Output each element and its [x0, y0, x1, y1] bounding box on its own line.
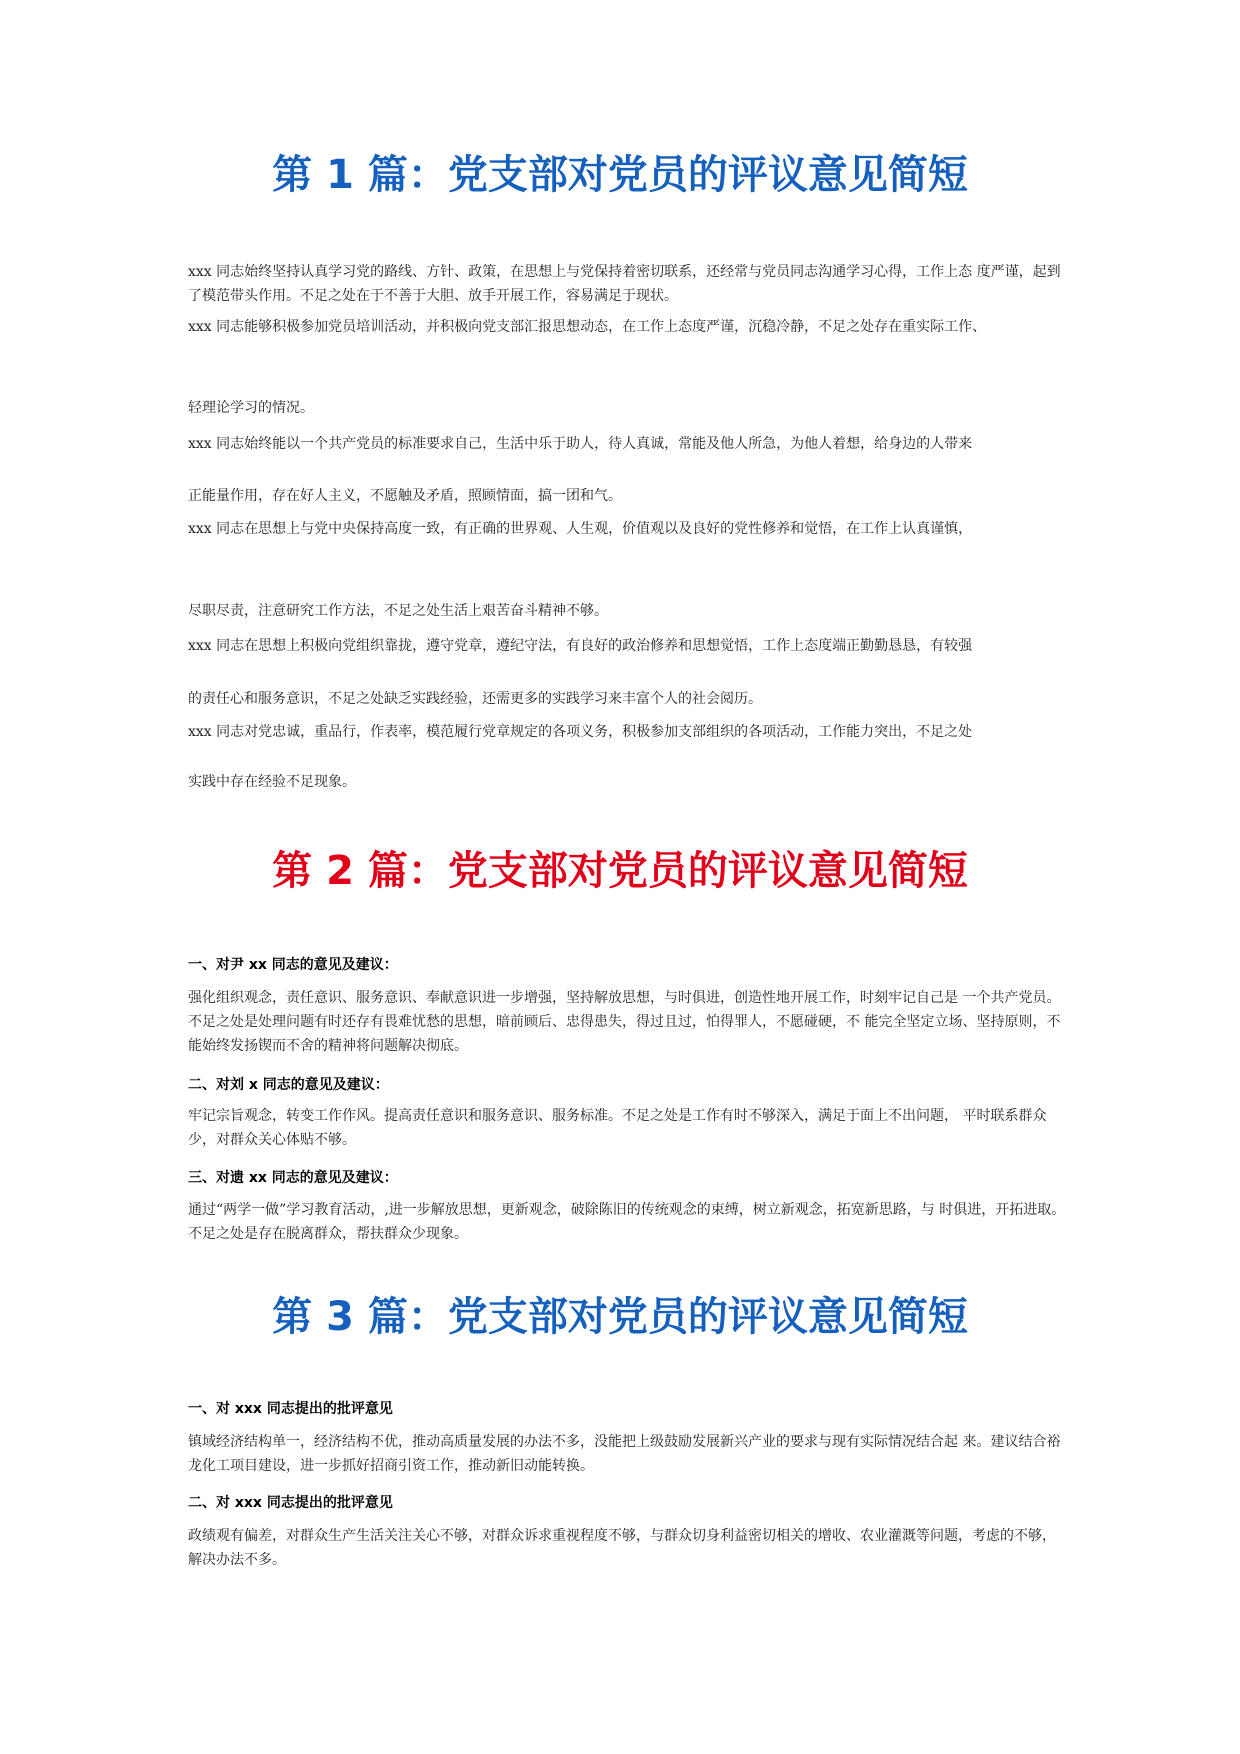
section-3-item-text: 政绩观有偏差，对群众生产生活关注关心不够，对群众诉求重视程度不够，与群众切身利益密切相关的增收、农业灌溉等问题，考虑的不够，解决办法不多。 — [188, 1528, 1056, 1568]
section-2-item-heading: 二、对刘 x 同志的意见及建议： — [188, 1077, 389, 1093]
section-1-paragraph: xxx 同志始终能以一个共产党员的标准要求自己，生活中乐于助人，待人真诚，常能及他人所急，为他人着想，给身边的人带来 — [188, 436, 973, 452]
section-3-item-text: 镇域经济结构单一，经济结构不优，推动高质量发展的办法不多，没能把上级鼓励发展新兴产业的要求与现有实际情况结合起 来。建议结合裕龙化工项目建设，进一步抓好招商引资工作，推动新旧动能转换。 — [188, 1434, 1061, 1474]
section-1-paragraph: xxx 同志始终坚持认真学习党的路线、方针、政策，在思想上与党保持着密切联系，还经常与党员同志沟通学习心得，工作上态 度严谨，起到了模范带头作用。不足之处在于不善于大胆、放手开展工作，容易满足于现状。 — [188, 264, 1061, 304]
section-2-title: 第 2 篇：党支部对党员的评议意见简短 — [272, 848, 968, 894]
section-2-item-heading: 三、对遗 xx 同志的意见及建议： — [188, 1170, 398, 1186]
section-1-paragraph: 尽职尽责，注意研究工作方法，不足之处生活上艰苦奋斗精神不够。 — [188, 603, 608, 619]
section-3-item-heading: 二、对 xxx 同志提出的批评意见 — [188, 1495, 393, 1511]
section-1-paragraph: xxx 同志能够积极参加党员培训活动，并积极向党支部汇报思想动态，在工作上态度严谨，沉稳冷静，不足之处存在重实际工作、 — [188, 319, 987, 335]
section-1-paragraph: 的责任心和服务意识，不足之处缺乏实践经验，还需更多的实践学习来丰富个人的社会阅历。 — [188, 691, 762, 707]
section-1-paragraph: xxx 同志在思想上积极向党组织靠拢，遵守党章，遵纪守法，有良好的政治修养和思想觉悟，工作上态度端正勤勤恳恳，有较强 — [188, 638, 973, 654]
section-2-item-text: 强化组织观念，责任意识、服务意识、奉献意识进一步增强，坚持解放思想，与时俱进，创造性地开展工作，时刻牢记自己是 一个共产党员。不足之处是处理问题有时还存有畏难忧愁的思想，暗前顾后、忠得患失，得过且过，怕得罪人，不愿碰硬，不 能完全坚定立场、坚持原则，不能始终发扬锲而不舍的精神将问题解决彻底。 — [188, 990, 1061, 1054]
section-2-item-text: 牢记宗旨观念，转变工作作风。提高责任意识和服务意识、服务标准。不足之处是工作有时不够深入，满足于面上不出问题， 平时联系群众少，对群众关心体贴不够。 — [188, 1108, 1047, 1148]
section-1-paragraph: 实践中存在经验不足现象。 — [188, 774, 356, 790]
section-2-item-heading: 一、对尹 xx 同志的意见及建议： — [188, 957, 398, 973]
section-2-item-text: 通过“两学一做”学习教育活动，,进一步解放思想，更新观念，破除陈旧的传统观念的束缚，树立新观念，拓宽新思路，与 时俱进，开拓进取。不足之处是存在脱离群众，帮扶群众少现象。 — [188, 1202, 1066, 1242]
section-1-paragraph: 正能量作用，存在好人主义，不愿触及矛盾，照顾情面，搞一团和气。 — [188, 488, 622, 504]
section-3-item-heading: 一、对 xxx 同志提出的批评意见 — [188, 1401, 393, 1417]
section-1-title: 第 1 篇：党支部对党员的评议意见简短 — [272, 152, 968, 198]
section-1-paragraph: xxx 同志对党忠诚，重品行，作表率，模范履行党章规定的各项义务，积极参加支部组织的各项活动，工作能力突出，不足之处 — [188, 724, 973, 740]
section-1-paragraph: xxx 同志在思想上与党中央保持高度一致，有正确的世界观、人生观，价值观以及良好的党性修养和觉悟，在工作上认真谨慎， — [188, 521, 973, 537]
section-3-title: 第 3 篇：党支部对党员的评议意见简短 — [272, 1294, 968, 1340]
section-1-paragraph: 轻理论学习的情况。 — [188, 400, 314, 416]
